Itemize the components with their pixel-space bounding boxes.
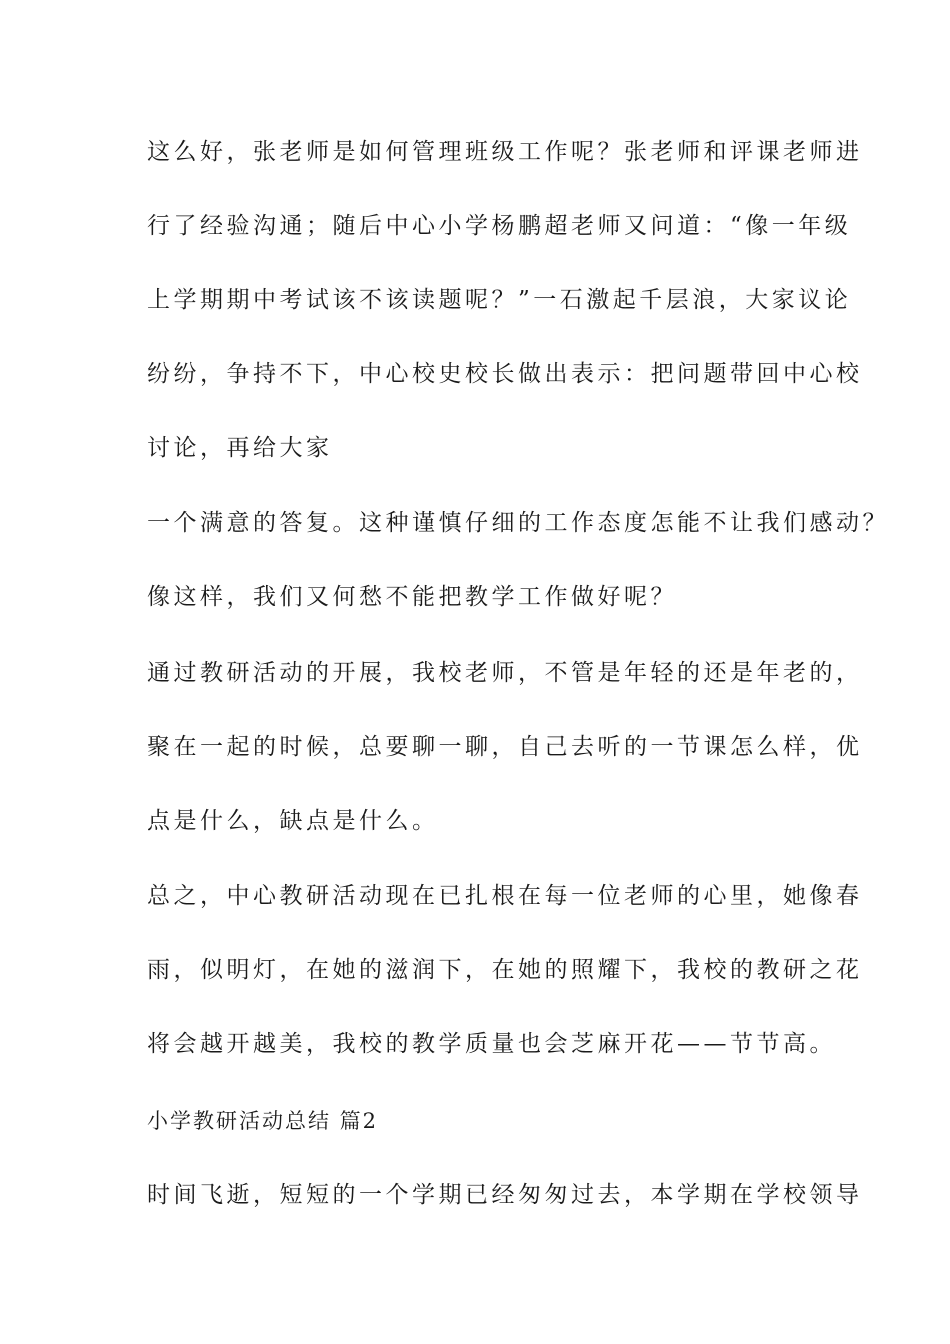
paragraph-line: 上学期期中考试该不该读题呢？”一石激起千层浪，大家议论: [147, 287, 852, 313]
paragraph-line: 通过教研活动的开展，我校老师，不管是年轻的还是年老的，: [147, 660, 863, 686]
paragraph-line: 总之，中心教研活动现在已扎根在每一位老师的心里，她像春: [147, 883, 863, 909]
paragraph-line: 这么好，张老师是如何管理班级工作呢？张老师和评课老师进: [147, 139, 863, 165]
paragraph-line: 讨论，再给大家: [147, 435, 333, 461]
paragraph-line: 雨，似明灯，在她的滋润下，在她的照耀下，我校的教研之花: [147, 957, 863, 983]
paragraph-line: 像这样，我们又何愁不能把教学工作做好呢？: [147, 584, 677, 610]
paragraph-line: 时间飞逝，短短的一个学期已经匆匆过去，本学期在学校领导: [147, 1182, 863, 1208]
section-heading: 小学教研活动总结 篇2: [147, 1109, 379, 1133]
paragraph-line: 一个满意的答复。这种谨慎仔细的工作态度怎能不让我们感动？: [147, 510, 889, 536]
paragraph-line: 聚在一起的时候，总要聊一聊，自己去听的一节课怎么样，优: [147, 734, 863, 760]
paragraph-line: 纷纷，争持不下，中心校史校长做出表示：把问题带回中心校: [147, 361, 863, 387]
paragraph-line: 点是什么，缺点是什么。: [147, 808, 439, 834]
paragraph-line: 将会越开越美，我校的教学质量也会芝麻开花——节节高。: [147, 1031, 836, 1057]
paragraph-line: 行了经验沟通；随后中心小学杨鹏超老师又问道：“像一年级: [147, 213, 852, 239]
